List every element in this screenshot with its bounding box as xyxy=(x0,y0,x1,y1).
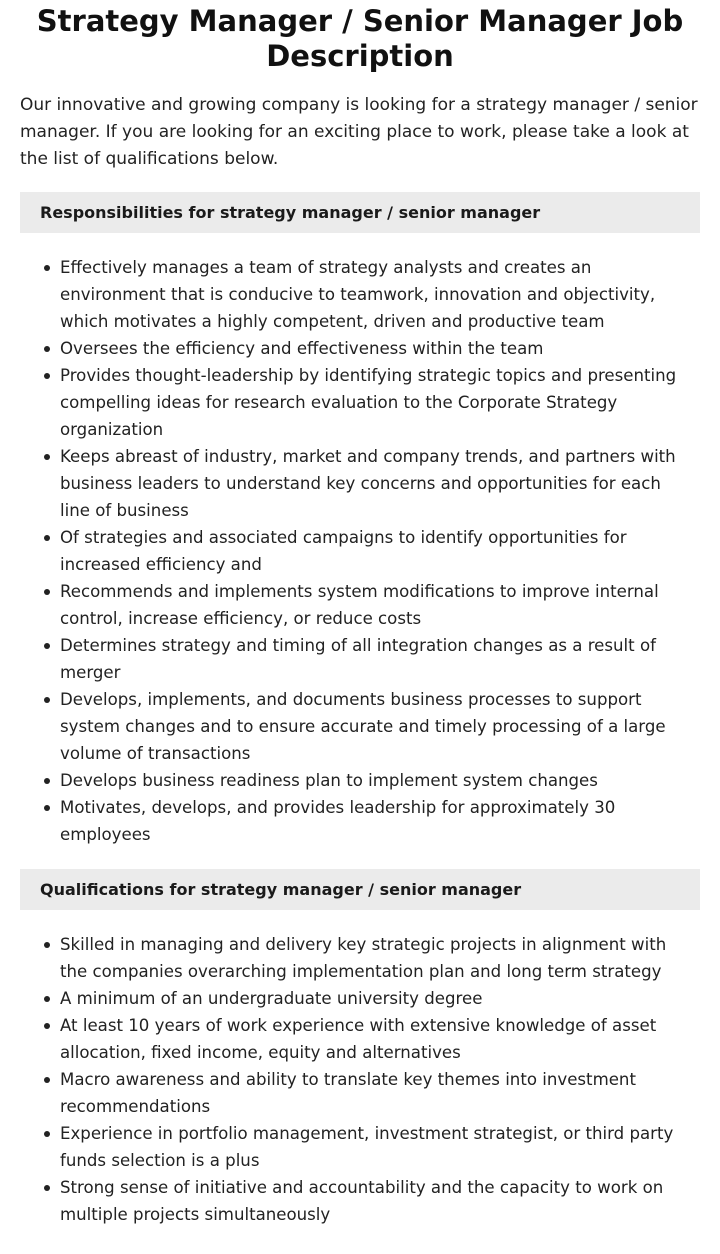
qualifications-list xyxy=(20,931,700,1228)
list-item: Develops, implements, and documents business processes to support system changes and to ensure accurate and timely processing of a large volume of transactions xyxy=(60,686,700,767)
responsibilities-list xyxy=(20,254,700,848)
list-item: A minimum of an undergraduate university degree xyxy=(60,985,700,1012)
list-item: Effectively manages a team of strategy analysts and creates an environment that is conducive to teamwork, innovation and objectivity, which motivates a highly competent, driven and productive team xyxy=(60,254,700,335)
list-item: Of strategies and associated campaigns to identify opportunities for increased efficiency and xyxy=(60,524,700,578)
list-item: Develops business readiness plan to implement system changes xyxy=(60,767,700,794)
list-item: Provides thought-leadership by identifying strategic topics and presenting compelling ideas for research evaluation to the Corporate Strategy organization xyxy=(60,362,700,443)
responsibilities-header xyxy=(20,192,700,233)
page-title: Strategy Manager / Senior Manager Job Description xyxy=(36,4,684,73)
list-item: Keeps abreast of industry, market and company trends, and partners with business leaders to understand key concerns and opportunities for each line of business xyxy=(60,443,700,524)
qualifications-heading: Qualifications for strategy manager / senior manager xyxy=(40,880,522,899)
list-item: Experience in portfolio management, investment strategist, or third party funds selection is a plus xyxy=(60,1120,700,1174)
list-item: Skilled in managing and delivery key strategic projects in alignment with the companies overarching implementation plan and long term strategy xyxy=(60,931,700,985)
list-item: Macro awareness and ability to translate key themes into investment recommendations xyxy=(60,1066,700,1120)
responsibilities-heading: Responsibilities for strategy manager / senior manager xyxy=(40,203,541,222)
list-item: At least 10 years of work experience with extensive knowledge of asset allocation, fixed income, equity and alternatives xyxy=(60,1012,700,1066)
list-item: Recommends and implements system modifications to improve internal control, increase efficiency, or reduce costs xyxy=(60,578,700,632)
list-item: Determines strategy and timing of all integration changes as a result of merger xyxy=(60,632,700,686)
list-item: Motivates, develops, and provides leadership for approximately 30 employees xyxy=(60,794,700,848)
list-item: Oversees the efficiency and effectiveness within the team xyxy=(60,335,700,362)
intro-paragraph: Our innovative and growing company is looking for a strategy manager / senior manager. If you are looking for an exciting place to work, please take a look at the list of qualifications below. xyxy=(20,95,698,169)
qualifications-header xyxy=(20,869,700,910)
list-item: Strong sense of initiative and accountability and the capacity to work on multiple projects simultaneously xyxy=(60,1174,700,1228)
